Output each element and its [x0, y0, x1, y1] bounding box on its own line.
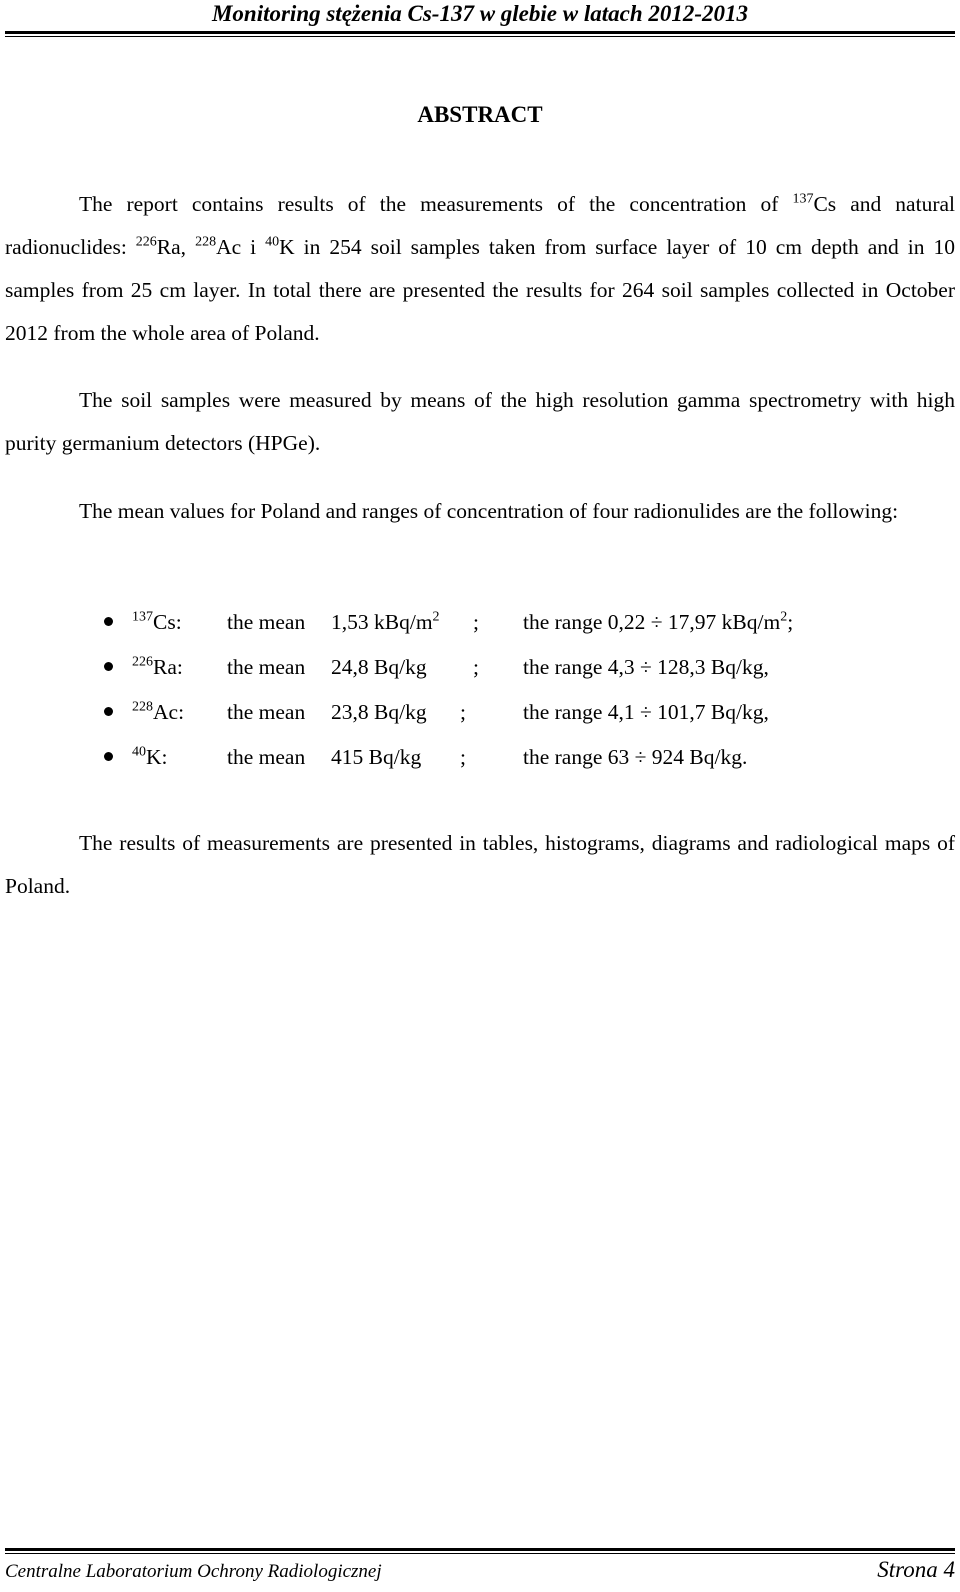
mean-value: 415 Bq/kg	[331, 745, 422, 769]
list-item-ra226	[0, 645, 960, 690]
bullet-icon	[104, 707, 113, 716]
nuclide-symbol: Ra:	[153, 655, 183, 679]
mean-value: 24,8 Bq/kg	[331, 655, 427, 679]
header-rule-thick	[5, 31, 955, 34]
paragraph-conclusion	[5, 822, 955, 908]
nuclide-list	[0, 600, 960, 780]
range-end: ;	[787, 610, 794, 634]
p1-text-3: Ra,	[156, 235, 196, 259]
mean-label: the mean	[227, 700, 306, 724]
p1-text-2: Cs and natural radionuclides:	[5, 192, 955, 259]
list-item-cs137	[0, 600, 960, 645]
nuclide-label	[132, 645, 183, 690]
footer-institution: Centralne Laboratorium Ochrony Radiologicznej	[5, 1561, 382, 1582]
bullet-icon	[104, 662, 113, 671]
p1-sup-ra: 226	[135, 234, 157, 250]
nuclide-label	[132, 735, 168, 780]
nuclide-label	[132, 600, 182, 645]
list-item-ac228	[0, 690, 960, 735]
p1-sup-ac: 228	[195, 234, 217, 250]
bullet-icon	[104, 752, 113, 761]
p1-sup-k: 40	[265, 234, 280, 250]
range-unit-sup: 2	[780, 609, 788, 625]
nuclide-mass: 226	[132, 654, 153, 670]
mean-semicolon: ;	[460, 745, 466, 769]
nuclide-label	[132, 690, 184, 735]
footer-rule-thin	[5, 1553, 955, 1554]
abstract-title: ABSTRACT	[417, 102, 543, 127]
mean-label: the mean	[227, 745, 306, 769]
p1-text-5: K in 254 soil samples taken from surface layer of 10 cm depth and in 10 samples from 25 cm layer. In total there are presented the results for 264 soil samples collected in October 2012 from the whole area of Poland.	[5, 235, 955, 345]
nuclide-symbol: K:	[146, 745, 168, 769]
footer-page-number: Strona 4	[877, 1557, 955, 1582]
footer-rule-thick	[5, 1548, 955, 1551]
mean-value-text: 1,53 kBq/m	[331, 610, 433, 634]
page-header	[0, 0, 960, 40]
range-value: the range 4,3 ÷ 128,3 Bq/kg,	[523, 655, 769, 679]
p1-text-1: The report contains results of the measurements of the concentration of	[79, 192, 793, 216]
nuclide-mass: 137	[132, 609, 153, 625]
range-value	[523, 600, 793, 645]
mean-label: the mean	[227, 655, 306, 679]
mean-value	[331, 600, 440, 645]
header-rule-thin	[5, 36, 955, 37]
nuclide-mass: 228	[132, 699, 153, 715]
range-value: the range 63 ÷ 924 Bq/kg.	[523, 745, 748, 769]
bullet-icon	[104, 617, 113, 626]
range-text: the range 0,22 ÷ 17,97 kBq/m	[523, 610, 781, 634]
paragraph-summary-intro	[5, 490, 955, 533]
paragraph-intro	[5, 183, 955, 355]
mean-value: 23,8 Bq/kg	[331, 700, 427, 724]
mean-semicolon: ;	[473, 610, 479, 634]
p1-sup-cs: 137	[792, 191, 814, 207]
mean-unit-sup: 2	[432, 609, 440, 625]
nuclide-mass: 40	[132, 744, 146, 760]
list-item-k40	[0, 735, 960, 780]
nuclide-symbol: Cs:	[153, 610, 182, 634]
p3-text: The mean values for Poland and ranges of concentration of four radionulides are the following:	[79, 499, 899, 523]
p4-text: The results of measurements are presented in tables, histograms, diagrams and radiological maps of Poland.	[5, 831, 955, 898]
header-title: Monitoring stężenia Cs-137 w glebie w latach 2012-2013	[211, 1, 749, 26]
p1-text-4: Ac i	[216, 235, 266, 259]
range-value: the range 4,1 ÷ 101,7 Bq/kg,	[523, 700, 769, 724]
paragraph-method	[5, 379, 955, 465]
p2-text: The soil samples were measured by means of the high resolution gamma spectrometry with high purity germanium detectors (HPGe).	[5, 388, 955, 455]
mean-semicolon: ;	[460, 700, 466, 724]
nuclide-symbol: Ac:	[153, 700, 185, 724]
mean-label: the mean	[227, 610, 306, 634]
mean-semicolon: ;	[473, 655, 479, 679]
